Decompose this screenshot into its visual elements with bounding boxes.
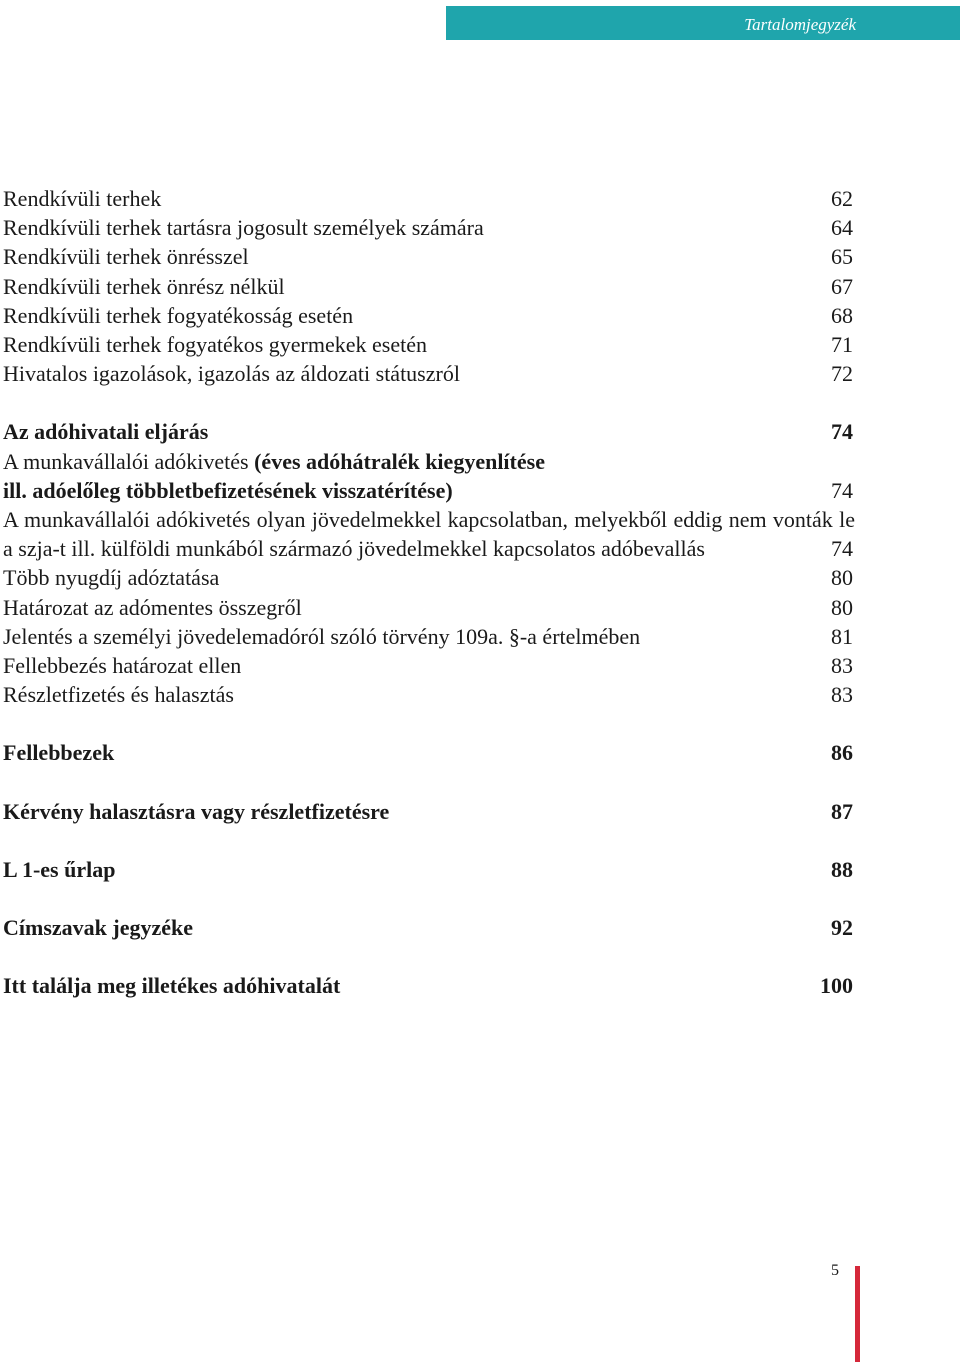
page-number-rule — [855, 1266, 860, 1362]
toc-chapter[interactable] — [3, 855, 855, 884]
toc-chapter-title: Kérvény halasztásra vagy részletfizetésre — [3, 798, 390, 824]
toc-entry[interactable] — [3, 301, 855, 330]
toc-chapter[interactable] — [3, 971, 855, 1000]
toc-entry-page: 74 — [831, 536, 853, 562]
toc-entry-page: 81 — [831, 623, 853, 649]
toc-chapter[interactable] — [3, 797, 855, 826]
toc-entry-title-bold: (éves adóhátralék kiegyenlítése — [254, 448, 545, 474]
toc-entry[interactable] — [3, 680, 855, 709]
toc-entry-title-bold-continued: ill. adóelőleg többletbefizetésének visszatérítése) — [3, 477, 453, 503]
toc-entry-page: 64 — [831, 215, 853, 241]
toc-entry[interactable] — [3, 184, 855, 213]
running-header-title: Tartalomjegyzék — [744, 15, 856, 34]
toc-chapter-title: Fellebbezek — [3, 740, 115, 766]
toc-section-page: 74 — [831, 419, 853, 445]
toc-entry[interactable] — [3, 593, 855, 622]
toc-entry-title — [3, 447, 855, 505]
toc-chapter-page: 88 — [831, 856, 853, 882]
page-number: 5 — [831, 1262, 839, 1279]
toc-entry[interactable] — [3, 505, 855, 563]
toc-entry[interactable] — [3, 447, 855, 505]
toc-section-title: Az adóhivatali eljárás — [3, 419, 209, 445]
toc-chapter-page: 87 — [831, 798, 853, 824]
toc-entry-title: Részletfizetés és halasztás — [3, 682, 234, 708]
toc-chapter-page: 92 — [831, 915, 853, 941]
toc-entry[interactable] — [3, 563, 855, 592]
toc-entry[interactable] — [3, 272, 855, 301]
toc-entry-page: 65 — [831, 244, 853, 270]
toc-chapter-page: 86 — [831, 740, 853, 766]
toc-entry[interactable] — [3, 330, 855, 359]
toc-entry-title: Rendkívüli terhek fogyatékosság esetén — [3, 302, 354, 328]
toc-entry-page: 72 — [831, 361, 853, 387]
toc-chapter-page: 100 — [820, 973, 853, 999]
toc-entry-page: 80 — [831, 594, 853, 620]
toc-entry-page: 68 — [831, 302, 853, 328]
toc-entry-title: Hivatalos igazolások, igazolás az áldozati státuszról — [3, 361, 460, 387]
toc-entry-title: Rendkívüli terhek tartásra jogosult személyek számára — [3, 215, 484, 241]
toc-entry-page: 83 — [831, 682, 853, 708]
toc-entry-page: 80 — [831, 565, 853, 591]
toc-entry[interactable] — [3, 651, 855, 680]
toc-chapter-title: L 1-es űrlap — [3, 856, 116, 882]
toc-entry-title: Határozat az adómentes összegről — [3, 594, 302, 620]
toc-chapter-title: Címszavak jegyzéke — [3, 915, 194, 941]
toc-entry[interactable] — [3, 242, 855, 271]
toc-entry-page: 71 — [831, 332, 853, 358]
table-of-contents — [3, 184, 855, 1000]
toc-entry-title: A munkavállalói adókivetés olyan jövedelmekkel kapcsolatban, melyekből eddig nem vonták le a szja-t ill. külföldi munkából származó jövedelmekkel kapcsolatos adóbevallás — [3, 507, 855, 562]
toc-entry-title: Rendkívüli terhek — [3, 186, 162, 211]
toc-chapter[interactable] — [3, 738, 855, 767]
toc-entry[interactable] — [3, 622, 855, 651]
toc-entry[interactable] — [3, 359, 855, 388]
toc-entry-title: Több nyugdíj adóztatása — [3, 565, 220, 591]
toc-entry-title-normal: A munkavállalói adókivetés — [3, 448, 255, 474]
toc-entry-page: 74 — [831, 477, 853, 503]
toc-entry-page: 83 — [831, 653, 853, 679]
toc-entry-page: 62 — [831, 186, 853, 211]
toc-entry-title: Jelentés a személyi jövedelemadóról szóló törvény 109a. §-a értelmében — [3, 623, 641, 649]
toc-entry-page: 67 — [831, 273, 853, 299]
toc-section-heading[interactable] — [3, 417, 855, 446]
toc-entry-title: Fellebbezés határozat ellen — [3, 653, 242, 679]
toc-chapter[interactable] — [3, 913, 855, 942]
toc-entry-title: Rendkívüli terhek önrész nélkül — [3, 273, 285, 299]
toc-entry[interactable] — [3, 213, 855, 242]
toc-entry-title: Rendkívüli terhek fogyatékos gyermekek esetén — [3, 332, 427, 358]
header-bar — [446, 6, 960, 40]
toc-entry-title: Rendkívüli terhek önrésszel — [3, 244, 249, 270]
toc-chapter-title: Itt találja meg illetékes adóhivatalát — [3, 973, 341, 999]
